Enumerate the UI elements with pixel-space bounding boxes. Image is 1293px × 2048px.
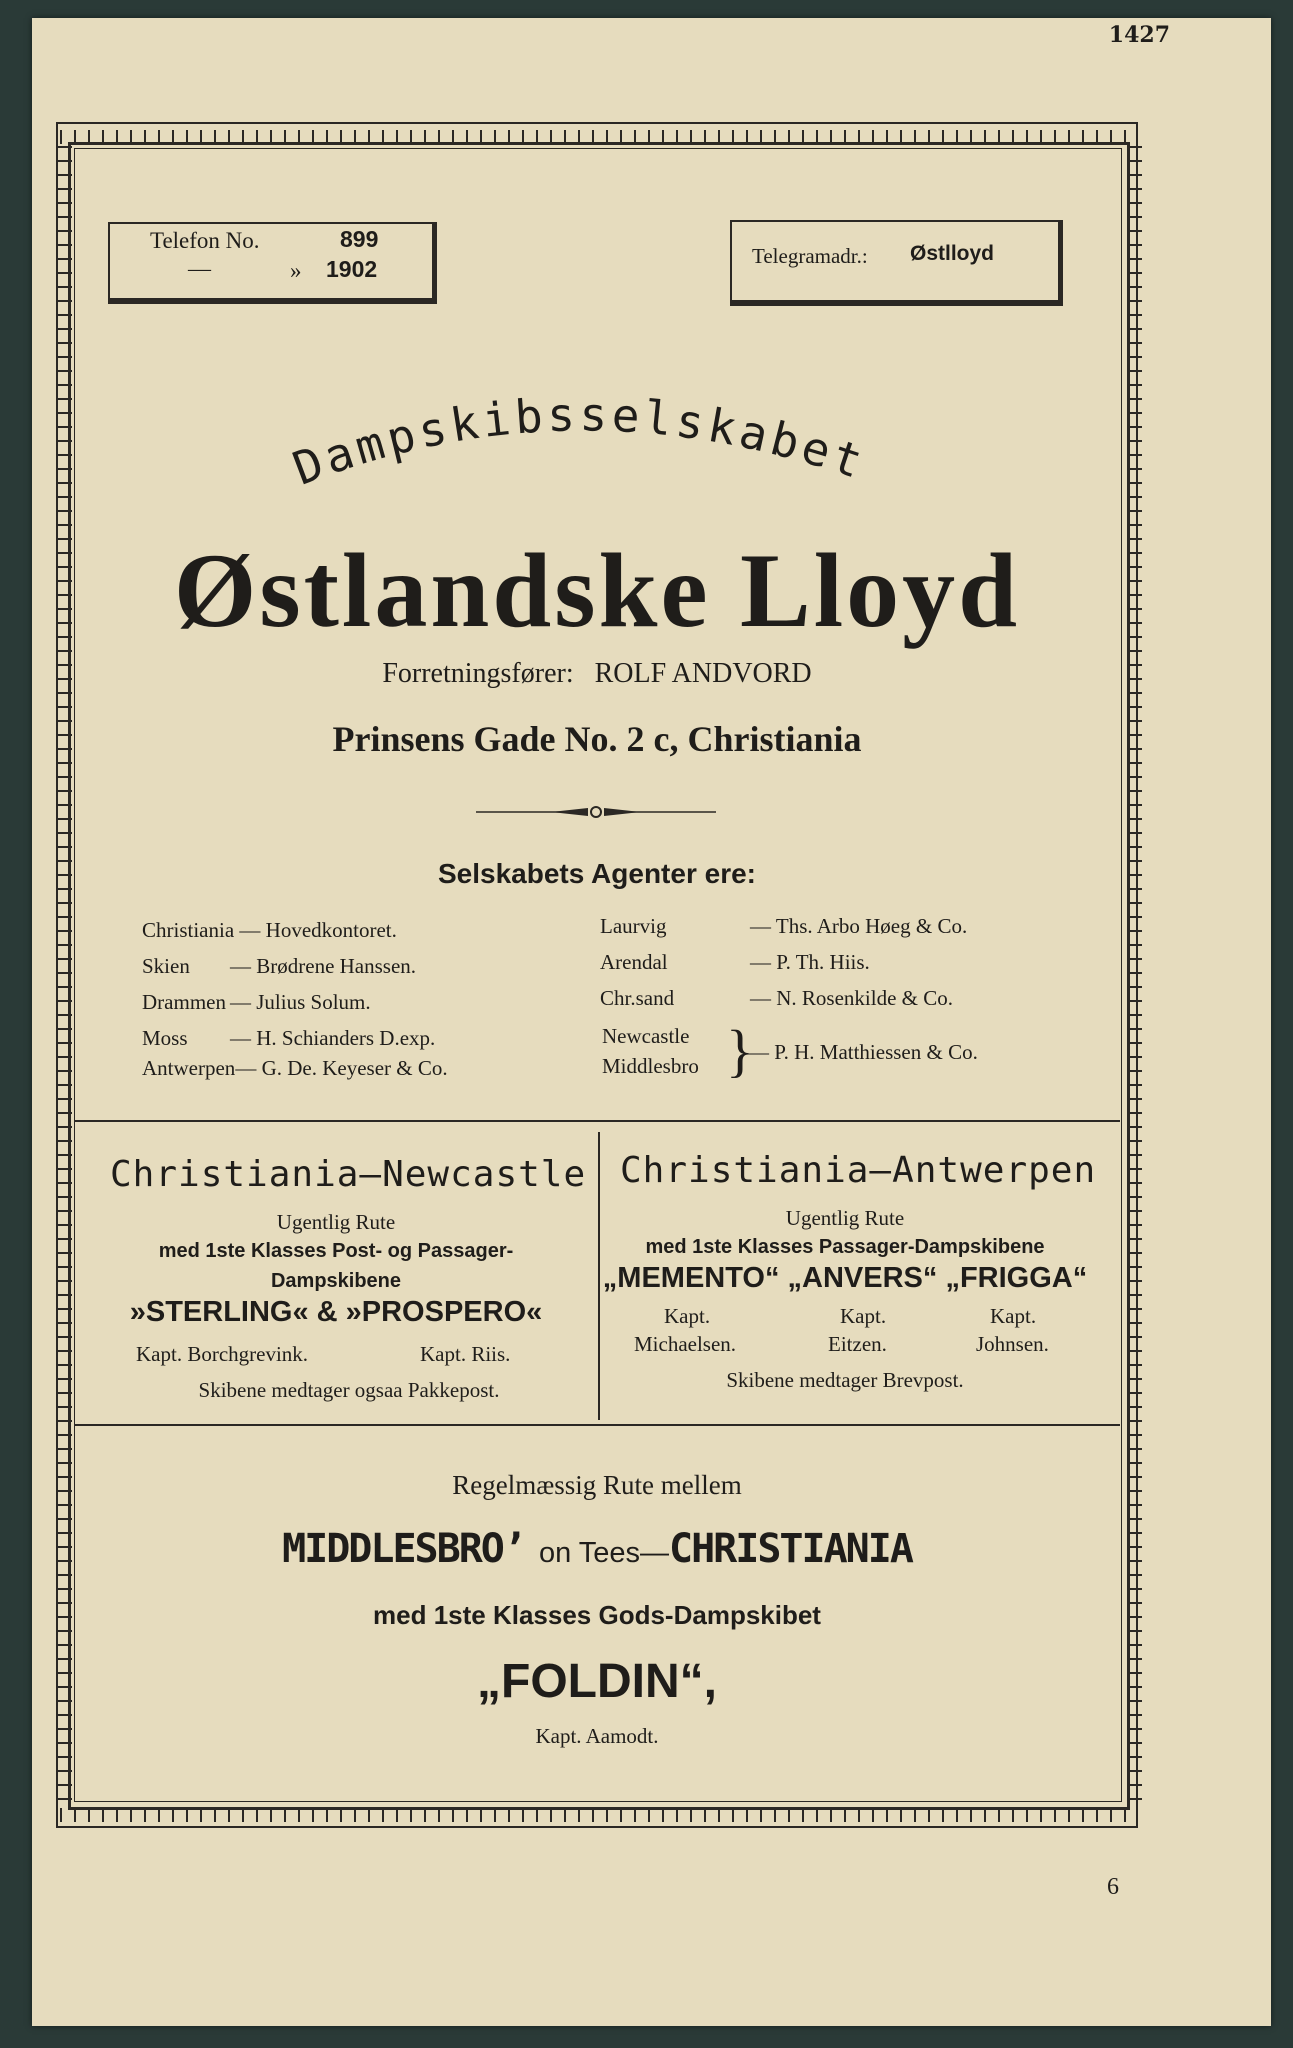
route-middlesbro-line: med 1ste Klasses Gods-Dampskibet <box>373 1600 821 1630</box>
route-newcastle-captain-1: Kapt. Borchgrevink. <box>136 1342 309 1366</box>
agent-name: — P. Th. Hiis. <box>750 950 870 974</box>
route-antwerpen-captain-1: Michaelsen. <box>634 1332 737 1356</box>
svg-text:Dampskibsselskabet <box>286 387 873 495</box>
agent-city: Laurvig <box>600 914 667 938</box>
agent-row <box>142 1056 448 1081</box>
agent-name: — P. H. Matthiessen & Co. <box>748 1040 978 1064</box>
route-newcastle-line2: Dampskibene <box>270 1270 402 1292</box>
agent-row <box>142 918 397 943</box>
agent-city: Moss <box>142 1026 188 1050</box>
route-newcastle-ships: »STERLING« & »PROSPERO« <box>129 1296 543 1328</box>
route-middlesbro-intro: Regelmæssig Rute mellem <box>452 1470 742 1500</box>
agent-city: Antwerpen <box>142 1056 236 1080</box>
telegram-box <box>730 220 1063 306</box>
route-antwerpen-kapt-2: Kapt. <box>840 1304 887 1328</box>
route-middlesbro-part-1: MIDDLESBRO’ <box>282 1526 525 1572</box>
agent-city: Christiania <box>142 918 235 942</box>
telephone-dash: — <box>188 256 211 281</box>
agent-name: — Julius Solum. <box>230 990 371 1014</box>
route-middlesbro-title <box>74 1526 1120 1572</box>
agent-name: — Ths. Arbo Høeg & Co. <box>750 914 968 938</box>
border-pattern-bottom <box>60 1808 1130 1822</box>
brace-glyph: } <box>726 1018 754 1083</box>
route-antwerpen-captain-3: Johnsen. <box>976 1332 1049 1356</box>
company-address: Prinsens Gade No. 2 c, Christiania <box>332 719 862 759</box>
company-prefix-arc-title <box>270 368 890 498</box>
telegram-address: Østlloyd <box>910 242 995 265</box>
route-middlesbro-captain: Kapt. Aamodt. <box>535 1724 659 1748</box>
route-antwerpen-frequency: Ugentlig Rute <box>785 1206 905 1230</box>
route-antwerpen-note: Skibene medtager Brevpost. <box>726 1368 964 1392</box>
page-number-bottom: 6 <box>1107 1874 1119 1900</box>
agents-heading: Selskabets Agenter ere: <box>438 858 756 889</box>
agent-row <box>600 986 953 1011</box>
route-antwerpen-title: Christiania—Antwerpen <box>620 1150 1097 1191</box>
route-newcastle-captain-2: Kapt. Riis. <box>420 1342 511 1366</box>
agent-name: — Hovedkontoret. <box>239 918 397 942</box>
route-middlesbro-part-3: CHRISTIANIA <box>669 1526 912 1572</box>
page-number-top: 1427 <box>1108 22 1170 48</box>
telephone-number-1: 899 <box>340 226 379 252</box>
agent-name: — H. Schianders D.exp. <box>230 1026 436 1050</box>
route-antwerpen-captain-2: Eitzen. <box>828 1332 887 1356</box>
agent-city: Middlesbro <box>602 1054 699 1078</box>
agent-row <box>600 950 870 975</box>
company-name: Østlandske Lloyd <box>173 532 1021 649</box>
agent-name: — Brødrene Hanssen. <box>230 954 417 978</box>
telephone-box <box>108 222 437 304</box>
agent-row <box>142 990 371 1015</box>
route-antwerpen-kapt-3: Kapt. <box>990 1304 1037 1328</box>
section-divider <box>74 1120 1120 1122</box>
manager-name: ROLF ANDVORD <box>594 658 812 689</box>
agent-name: — N. Rosenkilde & Co. <box>750 986 953 1010</box>
route-newcastle-note: Skibene medtager ogsaa Pakkepost. <box>198 1378 500 1402</box>
route-newcastle-title: Christiania—Newcastle <box>110 1154 587 1195</box>
ornament-divider <box>476 800 716 824</box>
section-divider <box>74 1424 1120 1426</box>
company-prefix-text: Dampskibsselskabet <box>285 387 873 496</box>
route-antwerpen-line1: med 1ste Klasses Passager-Dampskibene <box>645 1236 1045 1258</box>
telephone-quote: » <box>290 258 302 283</box>
route-middlesbro-ship: „FOLDIN“, <box>477 1655 717 1708</box>
telegram-label: Telegramadr.: <box>752 244 868 268</box>
agent-city: Chr.sand <box>600 986 675 1010</box>
route-antwerpen-ships: „MEMENTO“ „ANVERS“ „FRIGGA“ <box>602 1262 1088 1294</box>
agent-city: Newcastle <box>602 1024 690 1048</box>
agent-row <box>600 914 967 939</box>
agent-city: Skien <box>142 954 190 978</box>
route-middlesbro-part-2: on Tees— <box>538 1537 670 1569</box>
telephone-number-2: 1902 <box>326 256 378 282</box>
agent-city: Arendal <box>600 950 668 974</box>
agent-name: — G. De. Keyeser & Co. <box>235 1056 448 1080</box>
agent-row <box>142 1026 435 1051</box>
manager-line <box>74 658 1120 690</box>
route-newcastle-line1: med 1ste Klasses Post- og Passager- <box>158 1240 514 1262</box>
telephone-label: Telefon No. <box>150 228 260 253</box>
route-newcastle-frequency: Ugentlig Rute <box>276 1210 396 1234</box>
agent-city: Drammen <box>142 990 226 1014</box>
border-pattern-right <box>1128 146 1142 1808</box>
agent-row <box>142 954 416 979</box>
route-antwerpen-kapt-1: Kapt. <box>664 1304 711 1328</box>
manager-label: Forretningsfører: <box>382 658 574 689</box>
